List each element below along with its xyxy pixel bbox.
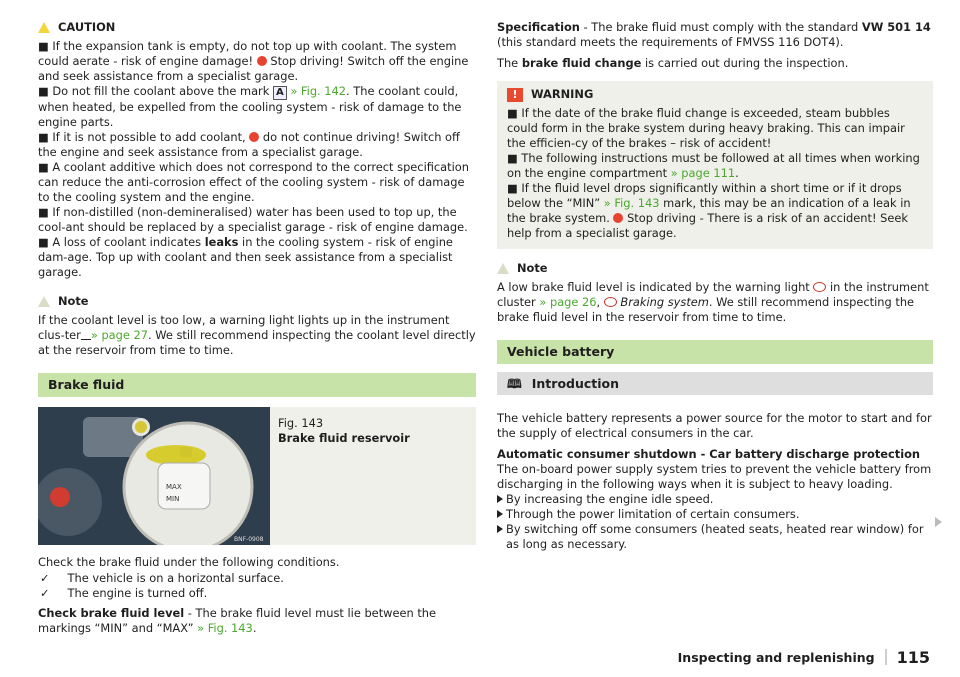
caution-list (38, 39, 476, 280)
warning-box (497, 81, 933, 249)
warning-item: ■ If the date of the brake fluid change is exceeded, steam bubbles could form in the brake system during heavy braking. This can impair the efficien-cy of the brakes – risk of accident! (507, 106, 905, 150)
arrow-icon (497, 525, 503, 533)
battery-intro: The vehicle battery represents a power source for the motor to start and for the supply of electrical consumers in the car. (497, 411, 932, 440)
auto-shutdown-text: The on-board power supply system tries to prevent the vehicle battery from discharging in the following ways when it is subject to heavy loading. (497, 462, 932, 491)
coolant-warning-icon (81, 328, 91, 340)
way-item: By switching off some consumers (heated seats, heated rear window) for as long as necessary. (497, 522, 933, 552)
footer-divider (885, 649, 887, 665)
warning-item: ■ If the fluid level drops significantly within a short time or if it drops below the “MIN” » Fig. 143 mark, this may be an indication of a leak in the brake system. Stop driving - There is a risk of an accident! Seek help from a specialist garage. (507, 181, 911, 240)
warning-title: WARNING (531, 87, 594, 101)
left-column (38, 20, 476, 636)
fig-title: Brake fluid reservoir (278, 431, 410, 445)
brake-intro: Check the brake fluid under the following conditions. (38, 555, 340, 569)
caution-icon (38, 22, 50, 33)
page-number: 115 (896, 647, 930, 667)
right-column (497, 20, 933, 552)
caution-title: CAUTION (58, 20, 116, 34)
figure-143 (38, 407, 476, 545)
condition-item: ✓ The engine is turned off. (40, 586, 208, 600)
note-icon (497, 263, 509, 274)
stop-icon (249, 132, 259, 142)
figure-caption (270, 407, 418, 545)
continue-arrow-icon (935, 517, 942, 527)
page-26-link[interactable]: » page 26 (539, 295, 597, 309)
note1-text: If the coolant level is too low, a warning light lights up in the instrument clus-ter » page 27. We still recommend inspecting the coolant level directly at the reservoir from time to time. (38, 313, 476, 357)
brake-reservoir-illustration (38, 407, 270, 545)
brake-warning-icon (604, 297, 617, 307)
introduction-heading: 🕮 Introduction (497, 372, 933, 395)
way-item: By increasing the engine idle speed. (497, 492, 933, 507)
fig-code: BNF-0908 (234, 536, 264, 543)
caution-item: ■ Do not fill the coolant above the mark A » Fig. 142. The coolant could, when heated, be expelled from the cooling system - risk of damage to the engine parts. (38, 84, 462, 129)
note1-header (38, 294, 476, 309)
page-111-link[interactable]: » page 111 (670, 166, 736, 180)
brake-warning-icon (813, 282, 826, 292)
footer-title: Inspecting and replenishing (677, 649, 875, 665)
note2-header (497, 261, 933, 276)
caution-item: ■ If it is not possible to add coolant, do not continue driving! Switch off the engine and seek assistance from a specialist garage. (38, 130, 460, 159)
change-text: The brake fluid change is carried out during the inspection. (497, 56, 849, 70)
fig-min-label: MIN (166, 495, 180, 503)
note2-text: A low brake fluid level is indicated by the warning light in the instrument cluster » page 26, Braking system. We still recommend inspecting the brake fluid level in the reservoir from time to time. (497, 280, 929, 324)
stop-icon (257, 56, 267, 66)
fig-143-warning-link[interactable]: » Fig. 143 (603, 196, 660, 210)
auto-shutdown-title: Automatic consumer shutdown - Car battery discharge protection (497, 447, 921, 461)
caution-header (38, 20, 476, 35)
vehicle-battery-heading: Vehicle battery (497, 340, 933, 364)
stop-icon (613, 213, 623, 223)
caution-item: ■ If non-distilled (non-demineralised) water has been used to top up, the cool-ant should be replaced by a specialist garage - risk of engine damage. (38, 205, 468, 234)
check-icon: ✓ (40, 571, 50, 585)
note1-title: Note (58, 294, 89, 308)
arrow-icon (497, 510, 503, 518)
fig-number: Fig. 143 (278, 416, 324, 430)
caution-item: ■ If the expansion tank is empty, do not top up with coolant. The system could aerate - risk of engine damage! Stop driving! Switch off the engine and seek assistance from a specialist garage. (38, 39, 469, 83)
fig-143-link[interactable]: » Fig. 143 (197, 621, 253, 635)
caution-item: ■ A loss of coolant indicates leaks in the cooling system - risk of engine dam-age. Top up with coolant and then seek assistance from a specialist garage. (38, 235, 453, 279)
brake-fluid-heading: Brake fluid (38, 373, 476, 397)
note-icon (38, 296, 50, 307)
warning-item: ■ The following instructions must be followed at all times when working on the engine compartment » page 111. (507, 151, 920, 180)
book-icon: 🕮 (507, 376, 522, 391)
fig-142-link[interactable]: » Fig. 142 (290, 84, 347, 98)
page-footer (678, 649, 930, 665)
fig-max-label: MAX (166, 483, 182, 491)
mark-a-icon: A (273, 86, 287, 100)
condition-item: ✓ The vehicle is on a horizontal surface. (40, 571, 284, 585)
arrow-icon (497, 495, 503, 503)
way-item: Through the power limitation of certain consumers. (497, 507, 933, 522)
warning-header (507, 87, 923, 102)
brake-reservoir-image (38, 407, 270, 545)
check-icon: ✓ (40, 586, 50, 600)
warning-icon: ! (507, 88, 523, 102)
spec-text: Specification - The brake fluid must comply with the standard VW 501 14 (this standard meets the requirements of FMVSS 116 DOT4). (497, 20, 931, 49)
brake-level-text: Check brake fluid level - The brake fluid level must lie between the markings “MIN” and “MAX” » Fig. 143. (38, 606, 437, 635)
caution-item: ■ A coolant additive which does not correspond to the correct specification can reduce the anti-corrosion effect of the cooling system - risk of damage to the cooling system and the engine. (38, 160, 469, 204)
page-27-link[interactable]: » page 27 (90, 328, 149, 342)
note2-title: Note (517, 261, 548, 275)
